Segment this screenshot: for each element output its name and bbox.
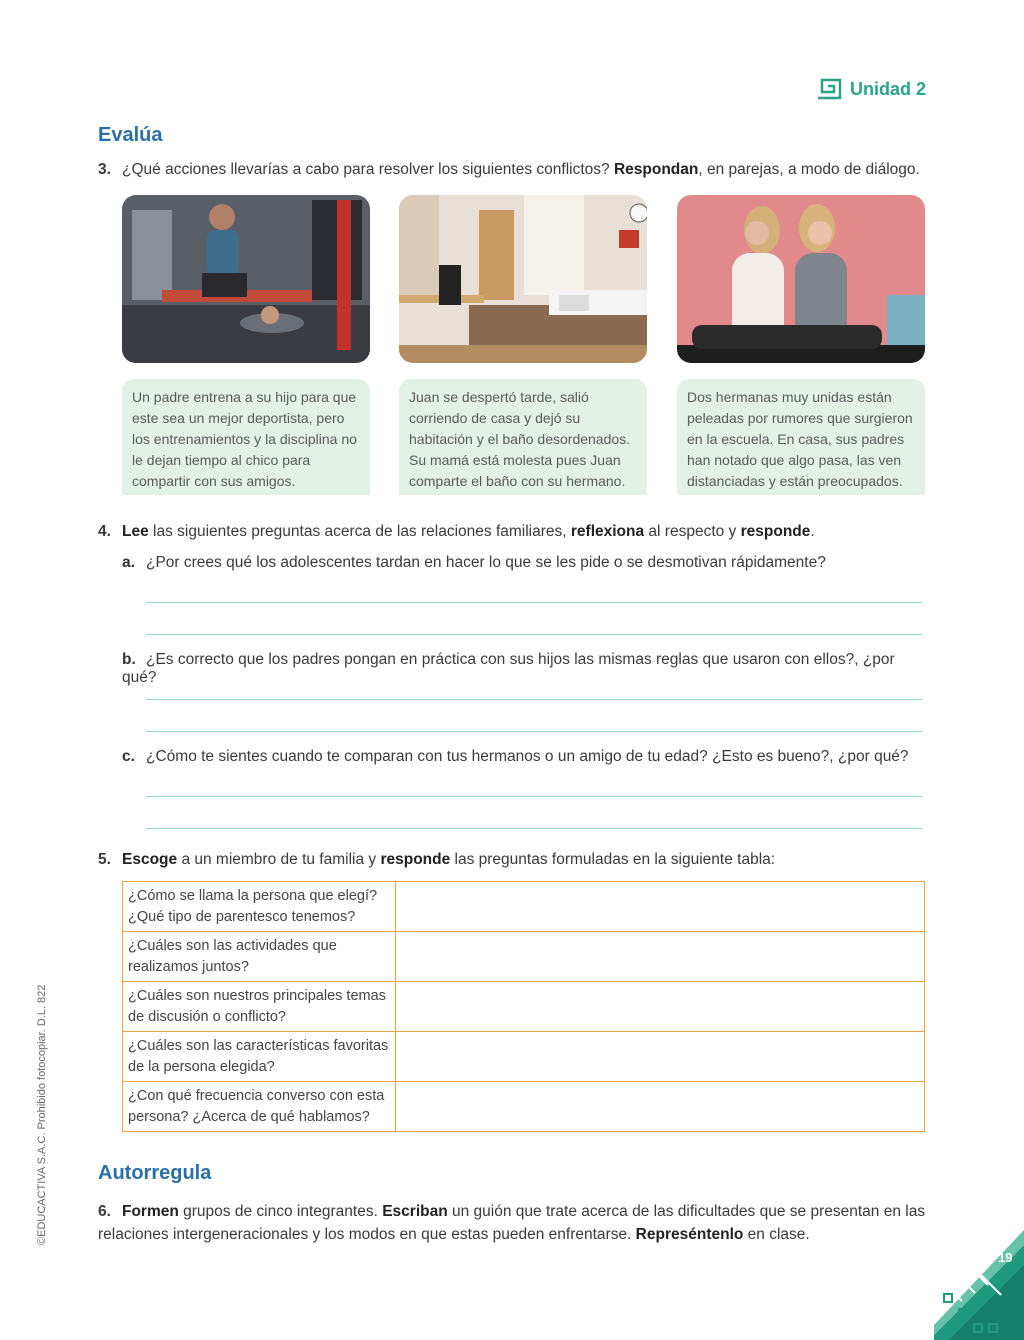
sisters-photo	[677, 195, 925, 363]
table-row	[123, 1032, 925, 1082]
answer-line[interactable]	[146, 828, 922, 829]
question-number: 6.	[98, 1203, 111, 1220]
answer-line[interactable]	[146, 699, 922, 700]
table-row	[123, 932, 925, 982]
table-row	[123, 982, 925, 1032]
table-answer-cell[interactable]	[396, 1032, 925, 1082]
copyright-notice: ©EDUCACTIVA S.A.C. Prohibido fotocopiar. D.L. 822	[36, 984, 48, 1245]
table-answer-cell[interactable]	[396, 882, 925, 932]
subquestion-b	[122, 651, 924, 687]
question-text: un guión que trate acerca de las dificultades que se presentan en las relaciones intergeneracionales y los modos en que estas pueden enfrentarse.	[98, 1203, 926, 1243]
question-number: 3.	[98, 161, 111, 178]
caption-card: Un padre entrena a su hijo para que este sea un mejor deportista, pero los entrenamientos y la disciplina no le dejan tiempo al chico para compartir con sus amigos.	[122, 379, 370, 495]
table-question-cell: ¿Cuáles son las actividades que realizamos juntos?	[123, 932, 396, 982]
answer-line[interactable]	[146, 602, 922, 603]
table-answer-cell[interactable]	[396, 1082, 925, 1132]
greek-key-icon	[816, 78, 842, 100]
question-verb: Escriban	[382, 1203, 448, 1220]
answer-line[interactable]	[146, 796, 922, 797]
question-number: 5.	[98, 851, 111, 868]
unit-header	[816, 78, 926, 100]
unit-label: Unidad 2	[849, 78, 926, 99]
question-text: ¿Qué acciones llevarías a cabo para resolver los siguientes conflictos?	[122, 161, 610, 178]
section-title-evalua: Evalúa	[98, 124, 163, 146]
table-answer-cell[interactable]	[396, 932, 925, 982]
question-text: .	[810, 523, 815, 540]
subquestion-text: ¿Es correcto que los padres pongan en práctica con sus hijos las mismas reglas que usaron con ellos?, ¿por qué?	[122, 651, 895, 686]
question-verb: Represéntenlo	[635, 1226, 744, 1243]
question-text: a un miembro de tu familia y	[177, 851, 381, 868]
question-text: , en parejas, a modo de diálogo.	[698, 161, 920, 178]
question-6	[98, 1200, 926, 1246]
table-question-cell: ¿Cuáles son nuestros principales temas de discusión o conflicto?	[123, 982, 396, 1032]
page-number: 19	[998, 1250, 1013, 1265]
question-verb: Lee	[122, 523, 149, 540]
page-corner-decoration	[934, 1190, 1024, 1340]
question-text: grupos de cinco integrantes.	[178, 1203, 383, 1220]
question-5	[98, 848, 926, 871]
question-number: 4.	[98, 523, 111, 540]
table-answer-cell[interactable]	[396, 982, 925, 1032]
table-question-cell: ¿Cómo se llama la persona que elegí? ¿Qué tipo de parentesco tenemos?	[123, 882, 396, 932]
question-verb: reflexiona	[570, 523, 645, 540]
table-question-cell: ¿Cuáles son las características favoritas de la persona elegida?	[123, 1032, 396, 1082]
subquestion-letter: c.	[122, 748, 135, 765]
question-text: al respecto y	[644, 523, 741, 540]
answer-line[interactable]	[146, 634, 922, 635]
gym-photo	[122, 195, 370, 363]
table-question-cell: ¿Con qué frecuencia converso con esta persona? ¿Acerca de qué hablamos?	[123, 1082, 396, 1132]
subquestion-letter: b.	[122, 651, 136, 668]
table-row	[123, 882, 925, 932]
subquestion-text: ¿Por crees qué los adolescentes tardan en hacer lo que se les pide o se desmotivan rápidamente?	[146, 554, 826, 571]
caption-card: Dos hermanas muy unidas están peleadas por rumores que surgieron en la escuela. En casa, sus padres han notado que algo pasa, las ven distanciadas y están preocupados.	[677, 379, 925, 495]
question-text: en clase.	[743, 1226, 810, 1243]
question-4	[98, 520, 926, 543]
subquestion-a	[122, 554, 924, 572]
table-row	[123, 1082, 925, 1132]
section-title-autorregula: Autorregula	[98, 1162, 212, 1184]
answer-line[interactable]	[146, 731, 922, 732]
family-member-table	[122, 881, 925, 1132]
caption-card: Juan se despertó tarde, salió corriendo de casa y dejó su habitación y el baño desordenados. Su mamá está molesta pues Juan comparte el baño con su hermano.	[399, 379, 647, 495]
subquestion-c	[122, 748, 924, 766]
question-text: las preguntas formuladas en la siguiente tabla:	[450, 851, 776, 868]
subquestion-letter: a.	[122, 554, 135, 571]
question-verb: Escoge	[122, 851, 178, 868]
question-verb: responde	[380, 851, 451, 868]
subquestion-text: ¿Cómo te sientes cuando te comparan con tus hermanos o un amigo de tu edad? ¿Esto es bueno?, ¿por qué?	[146, 748, 909, 765]
question-text: las siguientes preguntas acerca de las relaciones familiares,	[148, 523, 571, 540]
question-verb: Respondan	[613, 161, 699, 178]
question-3	[98, 158, 926, 181]
bedroom-photo	[399, 195, 647, 363]
question-verb: Formen	[122, 1203, 179, 1220]
question-verb: responde	[740, 523, 811, 540]
